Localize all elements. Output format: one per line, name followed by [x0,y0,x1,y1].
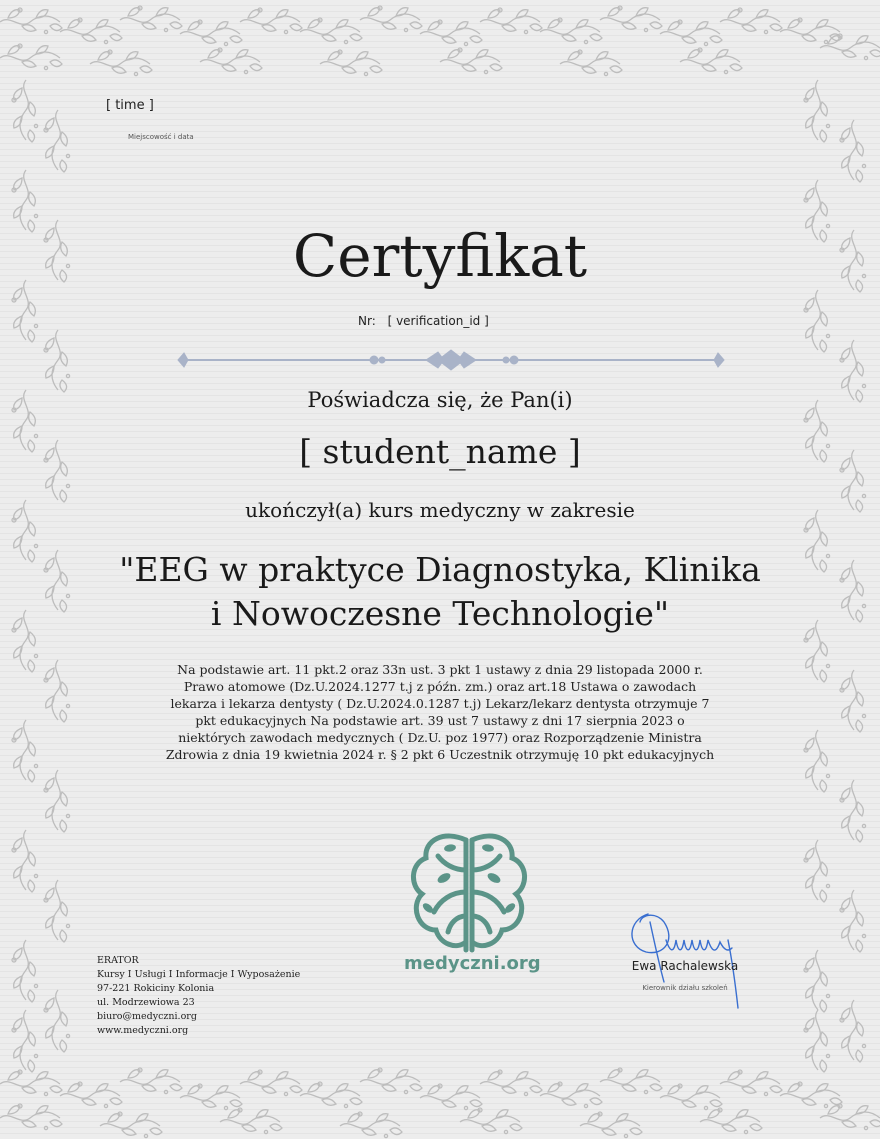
company-info [97,954,300,1038]
company-email: biuro@medyczni.org [97,1011,197,1022]
nr-label: Nr: [358,314,376,328]
signer-name: Ewa Rachalewska [631,959,739,973]
certificate-title: Certyfikat [292,222,588,290]
completed-course-text: ukończył(a) kurs medyczny w zakresie [245,498,635,522]
legal-basis-text: Na podstawie art. 11 pkt.2 oraz 33n ust. 3 pkt 1 ustawy z dnia 29 listopada 2000 r. Prawo atomowe (Dz.U.2024.1277 t.j z późn. zm.) oraz art.18 Ustawa o zawodach lekarza i lekarza dentysty ( Dz.U.2024.0.1287 t.j) Lekarz/lekarz dentysta otrzymuje 7 pkt edukacyjnych Na podstawie art. 39 ust 7 ustawy z dni 17 sierpnia 2023 o niektórych zawodach medycznych ( Dz.U. poz 1977) oraz Rozporządzenie Ministra Zdrowia z dnia 19 kwietnia 2024 r. § 2 pkt 6 Uczestnik otrzymuję 10 pkt edukacyjnych [165,662,715,762]
certifies-text: Poświadcza się, że Pan(i) [307,388,573,412]
verification-row [358,314,497,328]
company-website: www.medyczni.org [97,1025,189,1036]
company-line: 97-221 Rokiciny Kolonia [97,983,215,994]
company-line: ERATOR [97,955,139,966]
course-title-line-2: i Nowoczesne Technologie" [210,594,670,633]
student-name-placeholder: [ student_name ] [299,432,581,471]
course-title-line-1: "EEG w praktyce Diagnostyka, Klinika [119,550,761,589]
place-date-caption: Miejscowość i data [128,133,194,141]
logo-text: medyczni.org [404,953,541,974]
signer-role: Kierownik działu szkoleń [642,984,728,992]
course-title [110,548,770,636]
handwritten-signature-icon [620,900,760,1010]
company-line: ul. Modrzewiowa 23 [97,997,195,1008]
company-line: Kursy I Usługi I Informacje I Wyposażenie [97,969,301,980]
time-placeholder: [ time ] [106,98,154,113]
verification-id: [ verification_id ] [387,314,489,328]
ornamental-divider-icon [176,346,726,374]
